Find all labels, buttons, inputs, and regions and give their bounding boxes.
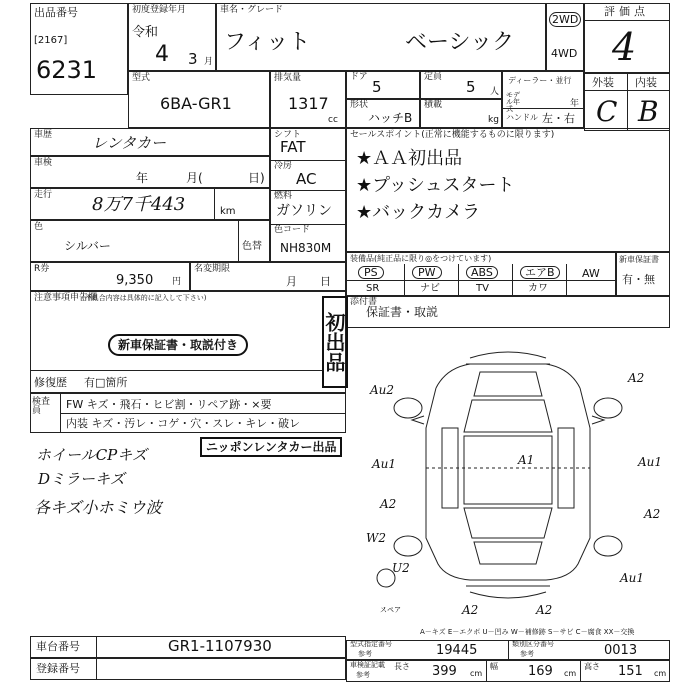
inspection-box (30, 156, 270, 188)
load-label: 積載 (424, 100, 443, 110)
load-unit: kg (488, 115, 499, 125)
equip-tv: TV (476, 283, 489, 294)
mileage-unit: km (220, 206, 236, 217)
inspection-day: 日) (248, 171, 265, 185)
color-code-value: NH830M (280, 241, 332, 255)
car-name: フィット (224, 30, 311, 55)
first-reg-label: 初度登録年月 (132, 5, 187, 15)
disp-label: 排気量 (274, 73, 302, 83)
shift-value: FAT (280, 138, 306, 156)
sales-point-3: ★バックカメラ (356, 202, 481, 223)
inspection-year: 年 (136, 171, 149, 185)
repair-value: 有□箇所 (84, 376, 128, 389)
recycle-box (30, 262, 190, 291)
mark-rear-left: U2 (392, 561, 410, 575)
equip-sr: SR (366, 283, 380, 294)
notes-label: 注意事項申告欄 (34, 293, 98, 303)
model-value: 6BA-GR1 (160, 94, 232, 113)
hand-note-2: Dミラーキズ (38, 470, 125, 488)
equip-leather: カワ (528, 283, 548, 294)
era: 令和 (132, 25, 159, 40)
equip-abs: ABS (466, 266, 498, 279)
interior-label: 内装 (635, 76, 657, 89)
color-change-label: 色替 (242, 241, 262, 252)
sales-point-2: ★プッシュスタート (356, 175, 515, 196)
lot-code: [2167] (34, 35, 68, 46)
capacity-value: 5 (466, 78, 476, 96)
exterior-label: 外装 (592, 76, 614, 89)
capacity-label: 定員 (424, 72, 443, 82)
history-label: 車歴 (34, 130, 53, 140)
name-change-day: 日 (320, 275, 331, 288)
inspector-row-1: FW キズ・飛石・ヒビ割・リペア跡・×要 (66, 398, 272, 411)
width-label: 幅 (490, 662, 498, 671)
equip-pw: PW (412, 266, 442, 279)
type-num-sub: 参考 (358, 650, 372, 658)
inspector-label: 検査員 (32, 397, 51, 416)
hand-note-1: ホイールCPキズ (36, 446, 147, 464)
interior-value: B (638, 95, 659, 128)
drive-2wd: 2WD (549, 12, 581, 27)
exterior-value: C (596, 95, 618, 128)
class-label: 類別区分番号 (512, 640, 554, 648)
mark-roof: A1 (518, 453, 535, 467)
shape-label: 形状 (350, 100, 369, 110)
warranty-stamp: 新車保証書・取説付き (108, 334, 248, 356)
equip-aw: AW (582, 267, 600, 280)
disp-unit: cc (328, 115, 338, 125)
registration-label: 登録番号 (36, 662, 80, 675)
new-manual-value: 有・無 (622, 273, 655, 286)
mark-left-rear: A2 (380, 497, 397, 511)
hand-note-3: 各キズ小ホミウ波 (34, 498, 162, 517)
capacity-unit: 人 (490, 87, 500, 97)
diagram-legend: A－キズ E－エクボ U－凹み W－補修跡 S－サビ C－腐食 XX－交換 (420, 628, 635, 636)
width-unit: cm (564, 669, 577, 678)
length-label: 長さ (394, 662, 410, 671)
lot-number: 6231 (36, 56, 98, 84)
chassis-value: GR1-1107930 (168, 637, 272, 655)
recycle-value: 9,350 (116, 273, 154, 288)
mark-right-rear: A2 (644, 507, 661, 521)
rental-stamp: ニッポンレンタカー出品 (200, 437, 342, 457)
reg-month-unit: 月 (204, 57, 214, 67)
name-change-month: 月 (286, 275, 297, 288)
inspection-label: 車検 (34, 158, 53, 168)
inspector-row-2: 内装 キズ・汚レ・コゲ・穴・スレ・キレ・破レ (66, 417, 301, 430)
mark-left-door: Au1 (372, 457, 397, 471)
first-listing-stamp: 初出品 (322, 296, 348, 388)
equipment-label: 装備品(純正品に限り◎をつけています) (350, 254, 492, 263)
chassis-label: 車台番号 (36, 640, 80, 653)
ac-label: 冷房 (274, 161, 293, 171)
doors-value: 5 (372, 78, 382, 96)
size-label: 車検証記載 (350, 661, 385, 669)
fuel-label: 燃料 (274, 191, 293, 201)
repair-label: 修復歴 (34, 376, 67, 389)
attached-value: 保証書・取説 (366, 305, 439, 319)
handle-value: 左・右 (542, 112, 575, 125)
history-value: レンタカー (92, 134, 167, 152)
mark-front-right: A2 (628, 371, 645, 385)
name-change-label: 名変期限 (194, 264, 231, 274)
mark-left-wheel: W2 (366, 531, 386, 545)
mark-rear-bumper-right: A2 (536, 603, 553, 617)
drive-4wd: 4WD (551, 47, 578, 60)
height-label: 高さ (584, 662, 600, 671)
mark-right-door: Au1 (638, 455, 663, 469)
reg-month: 3 (188, 50, 198, 68)
shift-label: シフト (274, 130, 302, 140)
grade: ベーシック (405, 30, 515, 55)
handle-label: ハンドル (506, 113, 538, 122)
model-label: 型式 (132, 73, 151, 83)
lot-label: 出品番号 (34, 6, 78, 19)
mark-rear-bumper-left: A2 (462, 603, 479, 617)
equip-navi: ナビ (420, 283, 440, 294)
type-num-value: 19445 (436, 643, 478, 658)
dealer-label: ディーラー・並行 (508, 76, 572, 85)
mileage-value: 8万7千443 (92, 194, 186, 215)
color-code-label: 色コード (274, 225, 311, 235)
notes-sublabel: (不具合内容は具体的に記入して下さい) (82, 294, 207, 302)
model-year-label: モデル年式 (506, 91, 520, 113)
sales-point-1: ★ＡＡ初出品 (356, 148, 463, 169)
height-value: 151 (618, 664, 643, 679)
recycle-unit: 円 (172, 277, 182, 287)
doors-label: ドア (350, 72, 368, 82)
ac-value: AC (296, 170, 317, 188)
grade-score-value: 4 (612, 25, 637, 69)
spare-label: スペア (380, 606, 401, 614)
fuel-value: ガソリン (276, 203, 332, 219)
equip-ps: PS (358, 266, 384, 279)
shape-value: ハッチB (368, 111, 413, 125)
class-sub: 参考 (520, 650, 534, 658)
front-bumper-shape (470, 352, 546, 358)
width-value: 169 (528, 664, 553, 679)
model-year-unit: 年 (570, 99, 580, 109)
type-num-label: 型式指定番号 (350, 640, 392, 648)
recycle-label: R券 (34, 264, 50, 274)
inspection-month: 月( (186, 171, 203, 185)
new-manual-label: 新車保証書 (619, 255, 659, 264)
reg-year: 4 (155, 42, 169, 67)
color-value: シルバー (64, 239, 111, 253)
height-unit: cm (654, 669, 667, 678)
attached-label: 添付書 (350, 297, 378, 307)
length-unit: cm (470, 669, 483, 678)
size-sub: 参考 (356, 671, 370, 679)
color-label: 色 (34, 222, 44, 232)
class-value: 0013 (604, 643, 638, 658)
sales-points-label: セールスポイント(正常に機能するものに限ります) (350, 130, 555, 140)
mark-front-left: Au2 (370, 383, 395, 397)
disp-value: 1317 (288, 94, 329, 113)
mileage-label: 走行 (34, 190, 53, 200)
car-name-label: 車名・グレード (220, 5, 284, 15)
mark-rear-right: Au1 (620, 571, 645, 585)
grade-score-label: 評価点 (604, 5, 649, 18)
equip-airbag: エアB (520, 266, 560, 279)
length-value: 399 (432, 664, 457, 679)
